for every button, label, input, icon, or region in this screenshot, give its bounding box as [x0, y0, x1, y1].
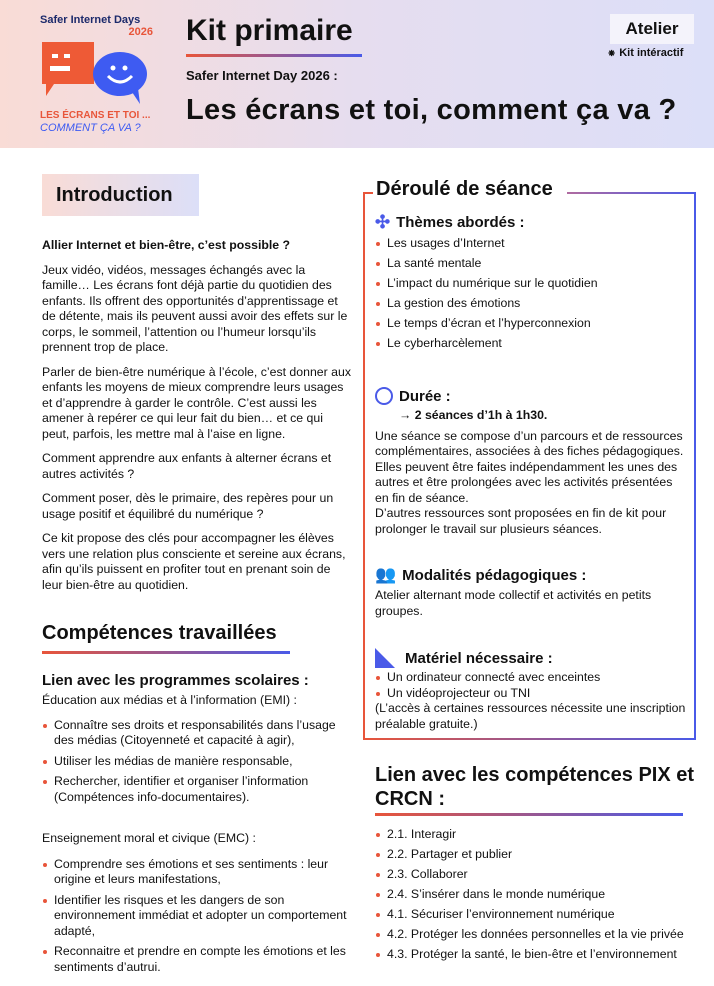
list-item: La gestion des émotions	[375, 296, 687, 312]
materiel-note: (L’accès à certaines ressources nécessite une inscription préalable gratuite.)	[375, 701, 686, 731]
list-item: Reconnaitre et prendre en compte les émotions et les sentiments d’autrui.	[42, 944, 354, 975]
list-item: 2.4. S’insérer dans le monde numérique	[375, 887, 705, 903]
headline: Les écrans et toi, comment ça va ?	[186, 94, 677, 126]
emc-label: Enseignement moral et civique (EMC) :	[42, 831, 256, 845]
list-item: 4.3. Protéger la santé, le bien-être et l’environnement	[375, 947, 705, 963]
themes-title: Thèmes abordés :	[396, 214, 525, 231]
title-underline	[186, 54, 362, 57]
materiel-list	[375, 670, 690, 701]
modalites-section	[375, 565, 687, 619]
logo-tagline: LES ÉCRANS ET TOI ...	[40, 110, 151, 121]
competences-underline	[42, 651, 290, 654]
click-icon: ⁕	[607, 48, 617, 60]
duree-title: Durée :	[399, 387, 451, 405]
list-item: Rechercher, identifier et organiser l’information (Compétences info-documentaires).	[42, 774, 354, 805]
materiel-section	[375, 648, 690, 732]
intro-section	[42, 238, 352, 602]
duree-section	[375, 387, 687, 537]
page-title: Kit primaire	[186, 14, 353, 47]
puzzle-icon: ✣	[375, 212, 391, 232]
chat-bubbles-icon	[40, 42, 155, 112]
ruler-triangle-icon	[375, 648, 395, 668]
list-item: Le cyberharcèlement	[375, 336, 687, 352]
duree-text: Une séance se compose d’un parcours et de ressources complémentaires, associées à des fiches pédagogiques. Elles peuvent être faites indépendamment les unes des autres et être prolongées avec les activités présentées en fin de séance.	[375, 428, 684, 505]
box-top-left	[363, 192, 373, 194]
duree-text: D’autres ressources sont proposées en fin de kit pour prolonger le travail sur plusieurs séances.	[375, 506, 667, 536]
modalites-title: Modalités pédagogiques :	[402, 566, 587, 584]
list-item: 2.2. Partager et publier	[375, 847, 705, 863]
list-item: 4.2. Protéger les données personnelles et la vie privée	[375, 927, 705, 943]
emi-label: Éducation aux médias et à l’information (EMI) :	[42, 693, 297, 707]
logo-text: Safer Internet Days	[40, 14, 141, 26]
intro-paragraph: Parler de bien-être numérique à l’école, c’est donner aux enfants les moyens de mieux comprendre leurs usages et d’apprendre à garder le contrôle. C’est aussi les amener à repérer ce qui leur fait du bien… et ce qui peut, parfois, les mettre mal à l’aise en ligne.	[42, 364, 351, 441]
subtitle: Safer Internet Day 2026 :	[186, 68, 338, 83]
interactive-kit	[607, 47, 683, 60]
box-top-right	[567, 192, 696, 194]
competences-title: Compétences travaillées	[42, 622, 277, 644]
duree-value: → 2 séances d’1h à 1h30.	[399, 408, 548, 422]
users-icon: 👥	[375, 565, 397, 584]
emi-list	[42, 718, 354, 806]
themes-list	[375, 236, 687, 352]
seance-title: Déroulé de séance	[376, 178, 553, 200]
list-item: Le temps d’écran et l’hyperconnexion	[375, 316, 687, 332]
emc-list	[42, 857, 354, 976]
logo	[40, 14, 155, 134]
pix-list	[375, 827, 705, 963]
list-item: Un ordinateur connecté avec enceintes	[375, 670, 690, 686]
modalites-text: Atelier alternant mode collectif et activités en petits groupes.	[375, 588, 652, 618]
list-item: Identifier les risques et les dangers de son environnement immédiat et adopter un comportement adapté,	[42, 893, 354, 940]
intro-paragraph: Ce kit propose des clés pour accompagner les élèves vers une relation plus consciente et sereine aux écrans, afin qu’ils puissent en profiter tout en prenant soin de leur bien-être au quotidien.	[42, 531, 346, 592]
themes-section	[375, 212, 687, 352]
list-item: 2.3. Collaborer	[375, 867, 705, 883]
list-item: Utiliser les médias de manière responsable,	[42, 754, 354, 770]
intro-paragraph: Comment poser, dès le primaire, des repères pour un usage positif et équilibré du numérique ?	[42, 491, 334, 521]
clock-icon	[375, 387, 393, 405]
atelier-badge: Atelier	[610, 14, 694, 44]
programmes-subtitle: Lien avec les programmes scolaires :	[42, 672, 309, 689]
intro-title: Introduction	[42, 174, 199, 216]
list-item: 4.1. Sécuriser l’environnement numérique	[375, 907, 705, 923]
intro-question: Allier Internet et bien-être, c’est possible ?	[42, 238, 291, 252]
list-item: La santé mentale	[375, 256, 687, 272]
materiel-title: Matériel nécessaire :	[405, 649, 553, 667]
list-item: Un vidéoprojecteur ou TNI	[375, 686, 690, 702]
list-item: Comprendre ses émotions et ses sentiments : leur origine et leurs manifestations,	[42, 857, 354, 888]
logo-year: 2026	[128, 26, 153, 38]
list-item: 2.1. Interagir	[375, 827, 705, 843]
list-item: Connaître ses droits et responsabilités dans l’usage des médias (Citoyenneté et capacité à agir),	[42, 718, 354, 749]
logo-tagline2: COMMENT ÇA VA ?	[40, 122, 141, 134]
pix-underline	[375, 813, 683, 816]
header	[0, 0, 714, 148]
intro-paragraph: Comment apprendre aux enfants à alterner écrans et autres activités ?	[42, 451, 332, 481]
competences-section	[42, 672, 354, 975]
list-item: L’impact du numérique sur le quotidien	[375, 276, 687, 292]
interactive-label: Kit intéractif	[619, 47, 684, 59]
intro-paragraph: Jeux vidéo, vidéos, messages échangés avec la famille… Les écrans font déjà partie du quotidien des enfants. Ils offrent des opportunités d’apprentissage et de détente, mais ils peuvent aussi avoir des effets sur le corps, le sommeil, l’attention ou l’humeur lorsqu’ils prennent trop de place.	[42, 262, 348, 354]
list-item: Les usages d’Internet	[375, 236, 687, 252]
pix-title: Lien avec les compétences PIX et CRCN :	[375, 764, 695, 810]
